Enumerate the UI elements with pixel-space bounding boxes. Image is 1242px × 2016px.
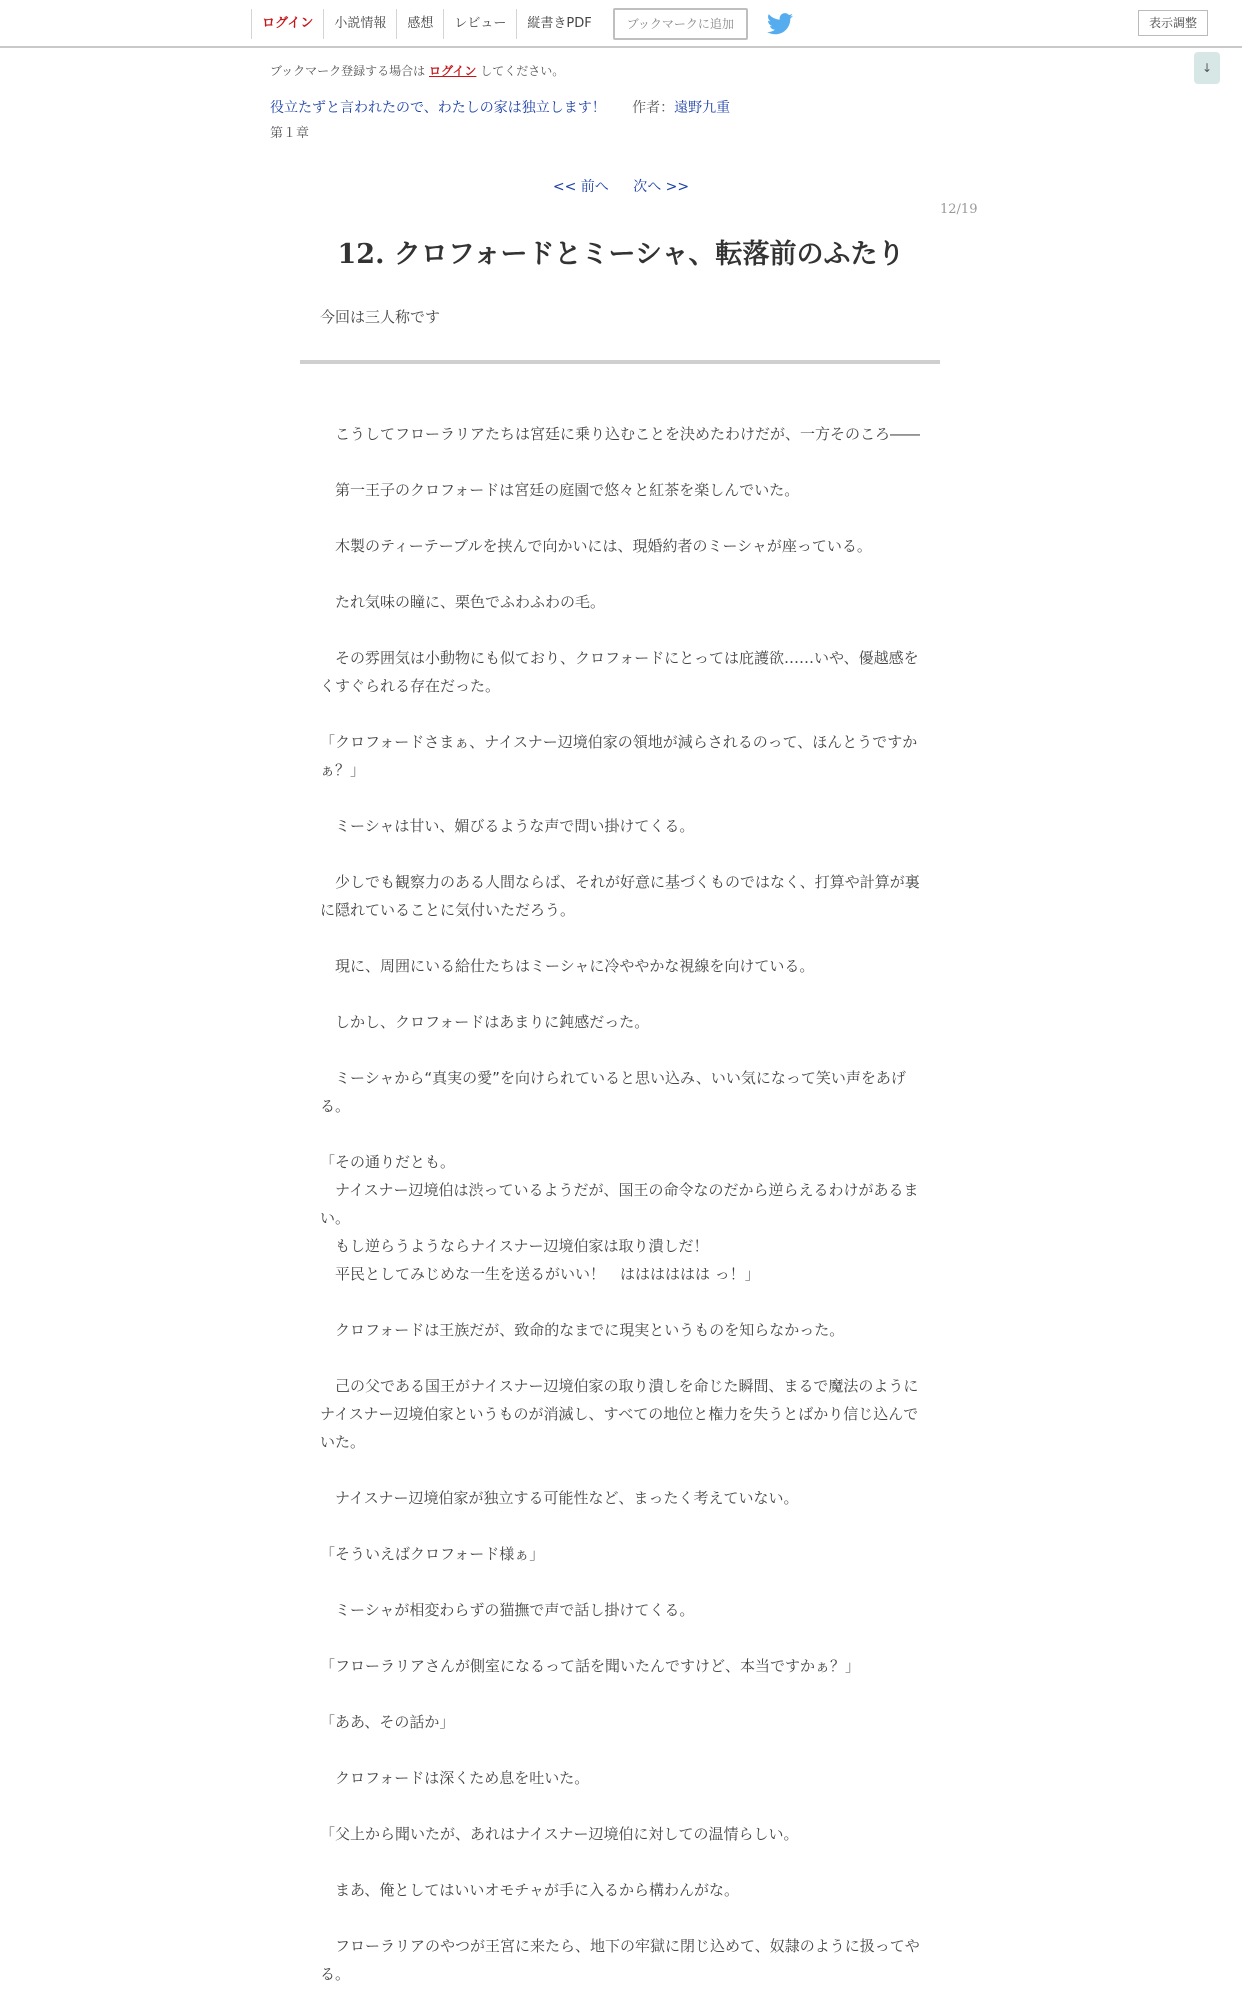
nav-vertical-pdf[interactable]: 縦書きPDF	[516, 9, 601, 39]
twitter-bird-icon[interactable]	[766, 12, 794, 36]
top-header	[0, 0, 1242, 48]
body-paragraph: その雰囲気は小動物にも似ており、クロフォードにとっては庇護欲……いや、優越感をくすぐられる存在だった。	[320, 649, 919, 695]
body-paragraph: 「クロフォードさまぁ、ナイスナー辺境伯家の領地が減らされるのって、ほんとうですかぁ？」	[320, 733, 918, 779]
body-paragraph: クロフォードは深くため息を吐いた。	[320, 1769, 590, 1787]
body-paragraph: こうしてフローラリアたちは宮廷に乗り込むことを決めたわけだが、一方そのころ――	[320, 425, 921, 443]
body-paragraph: ナイスナー辺境伯家が独立する可能性など、まったく考えていない。	[320, 1489, 799, 1507]
body-paragraph: フローラリアのやつが王宮に来たら、地下の牢獄に閉じ込めて、奴隷のように扱ってやる。	[320, 1937, 920, 1983]
novel-info-line	[270, 97, 730, 117]
notice-suffix: してください。	[480, 64, 565, 78]
body-paragraph: 「ああ、その話か」	[320, 1713, 455, 1731]
body-paragraph: 「フローラリアさんが側室になるって話を聞いたんですけど、本当ですかぁ？」	[320, 1657, 861, 1675]
body-paragraph: ミーシャが相変わらずの猫撫で声で話し掛けてくる。	[320, 1601, 695, 1619]
body-paragraph: まあ、俺としてはいいオモチャが手に入るから構わんがな。	[320, 1881, 739, 1899]
next-episode-link[interactable]: 次へ >>	[633, 179, 690, 195]
body-paragraph: 己の父である国王がナイスナー辺境伯家の取り潰しを命じた瞬間、まるで魔法のようにナイスナー辺境伯家というものが消滅し、すべての地位と権力を失うとばかり信じ込んでいた。	[320, 1377, 919, 1451]
body-paragraph: たれ気味の瞳に、栗色でふわふわの毛。	[320, 593, 606, 611]
notice-prefix: ブックマーク登録する場合は	[270, 64, 426, 78]
author-label: 作者：	[632, 100, 675, 116]
chapter-label: 第１章	[270, 126, 310, 141]
episode-title: 12. クロフォードとミーシャ、転落前のふたり	[337, 239, 905, 270]
prev-episode-link[interactable]: << 前へ	[552, 179, 609, 195]
add-bookmark-button[interactable]: ブックマークに追加	[613, 8, 748, 40]
body-paragraph: ミーシャは甘い、媚びるような声で問い掛けてくる。	[320, 817, 695, 835]
body-paragraph: 木製のティーテーブルを挟んで向かいには、現婚約者のミーシャが座っている。	[320, 537, 872, 555]
body-paragraph: 「その通りだとも。 ナイスナー辺境伯は渋っているようだが、国王の命令なのだから逆らえるわけがあるまい。 もし逆らうようならナイスナー辺境伯家は取り潰しだ！ 平民としてみじめな一生を送るがいい！ はははははは っ！」	[320, 1153, 919, 1283]
nav-review[interactable]: レビュー	[443, 9, 516, 39]
episode-preface: 今回は三人称です	[320, 308, 441, 326]
nav-novel-info[interactable]: 小説情報	[323, 9, 396, 39]
body-paragraph: 第一王子のクロフォードは宮廷の庭園で悠々と紅茶を楽しんでいた。	[320, 481, 800, 499]
episode-count: 12/19	[940, 202, 978, 217]
nav-login[interactable]: ログイン	[251, 9, 323, 39]
body-paragraph: ミーシャから“真実の愛”を向けられていると思い込み、いい気になって笑い声をあげる。	[320, 1069, 906, 1115]
body-paragraph: 「そういえばクロフォード様ぁ」	[320, 1545, 545, 1563]
body-paragraph: 「父上から聞いたが、あれはナイスナー辺境伯に対しての温情らしい。	[320, 1825, 799, 1843]
preface-divider	[300, 360, 940, 364]
author-link[interactable]: 遠野九重	[674, 100, 731, 116]
bookmark-notice	[270, 62, 564, 79]
body-paragraph: しかし、クロフォードはあまりに鈍感だった。	[320, 1013, 650, 1031]
display-settings-button[interactable]: 表示調整	[1138, 10, 1208, 36]
episode-body	[320, 420, 920, 2016]
novel-title-link[interactable]: 役立たずと言われたので、わたしの家は独立します！	[270, 100, 606, 116]
episode-pager	[0, 176, 1242, 196]
notice-login-link[interactable]: ログイン	[429, 64, 477, 78]
main-nav	[251, 8, 794, 40]
body-paragraph: 現に、周囲にいる給仕たちはミーシャに冷ややかな視線を向けている。	[320, 957, 815, 975]
scroll-down-button[interactable]: ↓	[1194, 52, 1220, 84]
body-paragraph: 少しでも観察力のある人間ならば、それが好意に基づくものではなく、打算や計算が裏に隠れていることに気付いただろう。	[320, 873, 920, 919]
body-paragraph: クロフォードは王族だが、致命的なまでに現実というものを知らなかった。	[320, 1321, 845, 1339]
nav-impressions[interactable]: 感想	[396, 9, 443, 39]
